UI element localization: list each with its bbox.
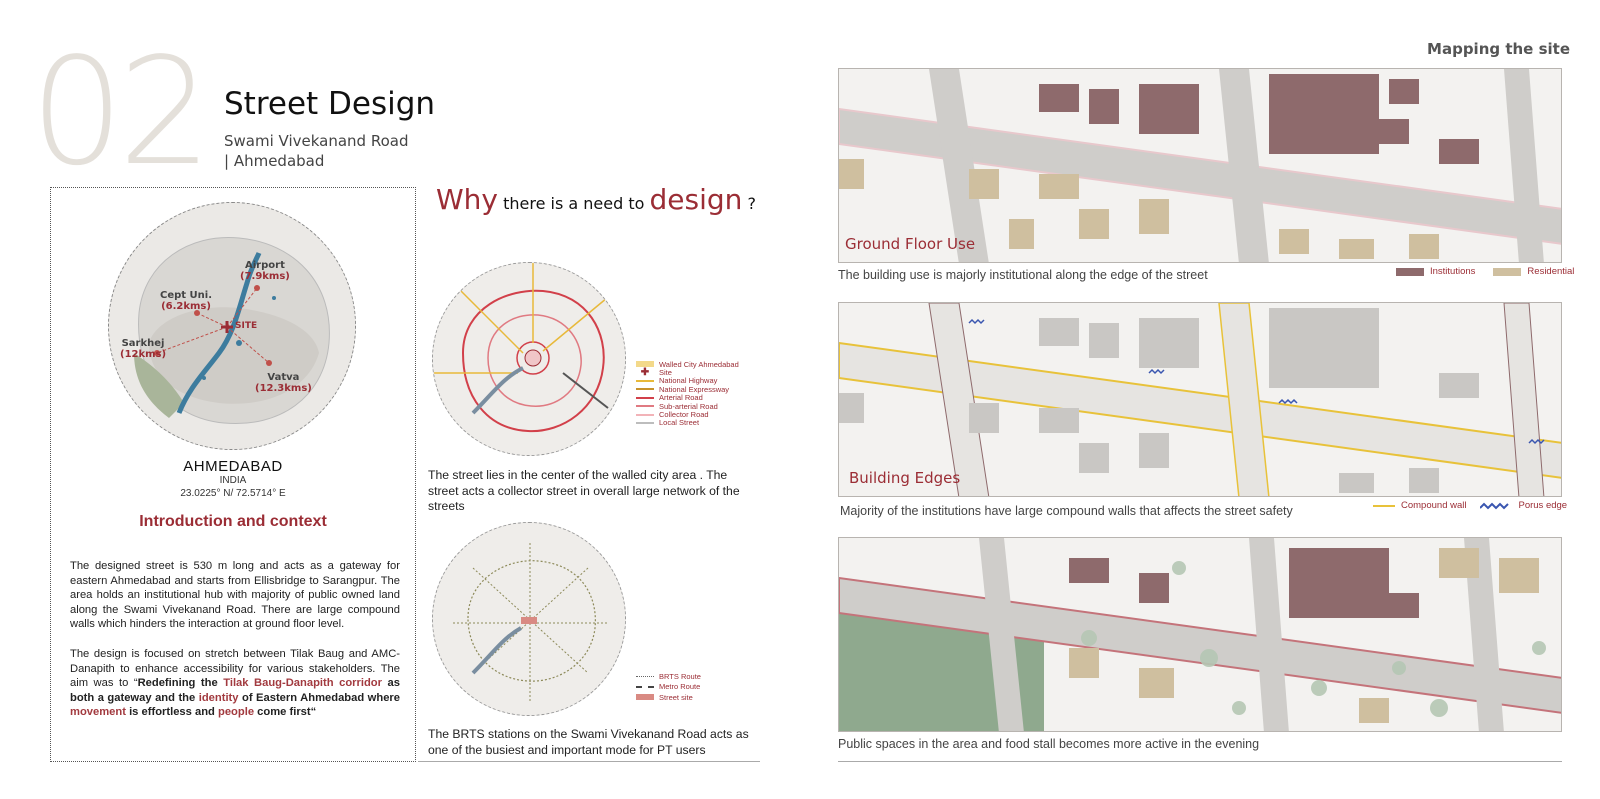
- legend-swatch: [636, 686, 654, 688]
- legend-label: Arterial Road: [659, 393, 703, 403]
- brts-caption: The BRTS stations on the Swami Vivekanand Road acts as one of the busiest and important mode for PT users: [428, 727, 749, 757]
- para2-plain: The design is focused on stretch between Tilak Baug and AMC-Danapith to enhance accessibility for various stakeholders. The aim was to “: [70, 648, 400, 690]
- building-edges-graphic: [839, 303, 1562, 497]
- para2-bold-1: Redefining the: [137, 677, 224, 690]
- public-spaces-caption: Public spaces in the area and food stall becomes more active in the evening: [838, 737, 1260, 751]
- intro-paragraph-2: [70, 647, 400, 720]
- building-edges-legend: [1373, 500, 1567, 511]
- why-end: ?: [742, 194, 756, 213]
- legend-swatch: [636, 388, 654, 390]
- city-coordinates: 23.0225° N/ 72.5714° E: [180, 488, 286, 499]
- compound-wall-label: Compound wall: [1401, 500, 1467, 511]
- legend-label: Site: [659, 368, 672, 378]
- section-number: 02: [30, 26, 207, 198]
- ahmedabad-context-map: [108, 202, 356, 450]
- legend-swatch: [636, 694, 654, 700]
- vatva-label: Vatva: [267, 372, 300, 383]
- brts-map: [432, 522, 626, 716]
- legend-label: Sub-arterial Road: [659, 401, 718, 411]
- building-edges-caption: Majority of the institutions have large compound walls that affects the street safety: [840, 504, 1293, 518]
- legend-swatch: [636, 397, 654, 399]
- ground-floor-graphic: [839, 69, 1562, 263]
- sarkhej-distance: (12kms): [120, 349, 167, 360]
- map-label-sarkhej: [120, 338, 166, 360]
- para2-accent-2: identity: [198, 691, 239, 704]
- legend-metro-route: [636, 682, 701, 693]
- map-label-vatva: [255, 372, 312, 394]
- para2-bold-3: of Eastern Ahmedabad where: [238, 691, 400, 704]
- site-cross-icon: ✚: [640, 367, 650, 379]
- page-title: Street Design: [224, 86, 436, 122]
- para2-bold-4: is effortless and: [125, 706, 218, 719]
- compound-wall-swatch: [1373, 505, 1395, 507]
- cept-label: Cept Uni.: [160, 290, 213, 301]
- legend-local-street: [636, 419, 739, 427]
- legend-street-site: [636, 692, 701, 703]
- legend-brts-route: [636, 671, 701, 682]
- subtitle-city: | Ahmedabad: [224, 152, 325, 170]
- building-edges-map: [838, 302, 1562, 497]
- para2-bold-2: as both a gateway and the: [70, 677, 400, 704]
- map-label-cept: [160, 290, 212, 312]
- legend-label: BRTS Route: [659, 671, 701, 681]
- legend-label: Local Street: [659, 418, 700, 428]
- design-word: design: [649, 183, 743, 216]
- legend-swatch: [636, 676, 654, 677]
- airport-distance: (7.9kms): [240, 271, 290, 282]
- legend-swatch: [636, 380, 654, 382]
- road-network-caption: The street lies in the center of the walled city area . The street acts a collector street in overall large network of the streets: [428, 468, 740, 513]
- vatva-distance: (12.3kms): [255, 383, 312, 394]
- sarkhej-label: Sarkhej: [121, 338, 165, 349]
- map-label-site: SITE: [235, 321, 258, 331]
- city-country: INDIA: [219, 475, 247, 486]
- residential-swatch: [1493, 268, 1521, 276]
- airport-label: Airport: [245, 260, 285, 271]
- building-edges-label: Building Edges: [849, 469, 961, 487]
- why-mid: there is a need to: [498, 194, 650, 213]
- legend-swatch: [636, 414, 654, 416]
- road-network-graphic: [433, 263, 626, 456]
- legend-label: National Highway: [659, 376, 718, 386]
- legend-label: National Expressway: [659, 384, 730, 394]
- public-spaces-graphic: [839, 538, 1562, 732]
- institutions-swatch: [1396, 268, 1424, 276]
- para2-accent-4: people: [217, 706, 255, 719]
- residential-label: Residential: [1527, 266, 1575, 277]
- legend-label: Metro Route: [659, 682, 701, 692]
- ground-floor-label: Ground Floor Use: [845, 235, 976, 253]
- brts-legend: [636, 671, 701, 703]
- right-bottom-rule: [838, 761, 1562, 762]
- porus-edge-swatch: [1480, 501, 1512, 511]
- ground-floor-caption: The building use is majorly institutional along the edge of the street: [838, 268, 1208, 282]
- brts-map-graphic: [433, 523, 626, 716]
- para2-accent-3: movement: [70, 706, 126, 719]
- para2-accent-1: Tilak Baug-Danapith corridor: [223, 677, 382, 690]
- road-network-map: [432, 262, 626, 456]
- map-label-airport: [240, 260, 290, 282]
- subtitle-road: Swami Vivekanand Road: [224, 132, 409, 150]
- para2-bold-5: come first“: [254, 706, 317, 719]
- cept-distance: (6.2kms): [161, 301, 211, 312]
- road-legend: [636, 360, 739, 427]
- intro-heading: Introduction and context: [139, 513, 327, 530]
- ground-floor-legend: [1396, 266, 1574, 277]
- intro-paragraph-1: The designed street is 530 m long and acts as a gateway for eastern Ahmedabad and starts from Ellisbridge to Sarangpur. The area holds an institutional hub with majority of public owned land along the Swami Vivekanand Road. There are large compound walls which hinders the interaction at ground floor level.: [70, 560, 400, 631]
- why-heading: [436, 183, 756, 216]
- page-subtitle: [224, 131, 464, 171]
- legend-swatch: [636, 422, 654, 424]
- section-title: Mapping the site: [1427, 40, 1570, 58]
- legend-label: Street site: [659, 692, 693, 702]
- ground-floor-use-map: [838, 68, 1562, 263]
- legend-swatch: [636, 405, 654, 407]
- institutions-label: Institutions: [1430, 266, 1476, 277]
- city-name: AHMEDABAD: [183, 458, 283, 475]
- why-word: Why: [436, 183, 499, 216]
- porus-edge-label: Porus edge: [1518, 500, 1568, 511]
- caption-rule: [418, 761, 760, 762]
- public-spaces-map: [838, 537, 1562, 732]
- legend-label: Walled City Ahmedabad: [659, 359, 739, 369]
- legend-label: Collector Road: [659, 410, 709, 420]
- ahmedabad-map-graphic: [109, 203, 356, 450]
